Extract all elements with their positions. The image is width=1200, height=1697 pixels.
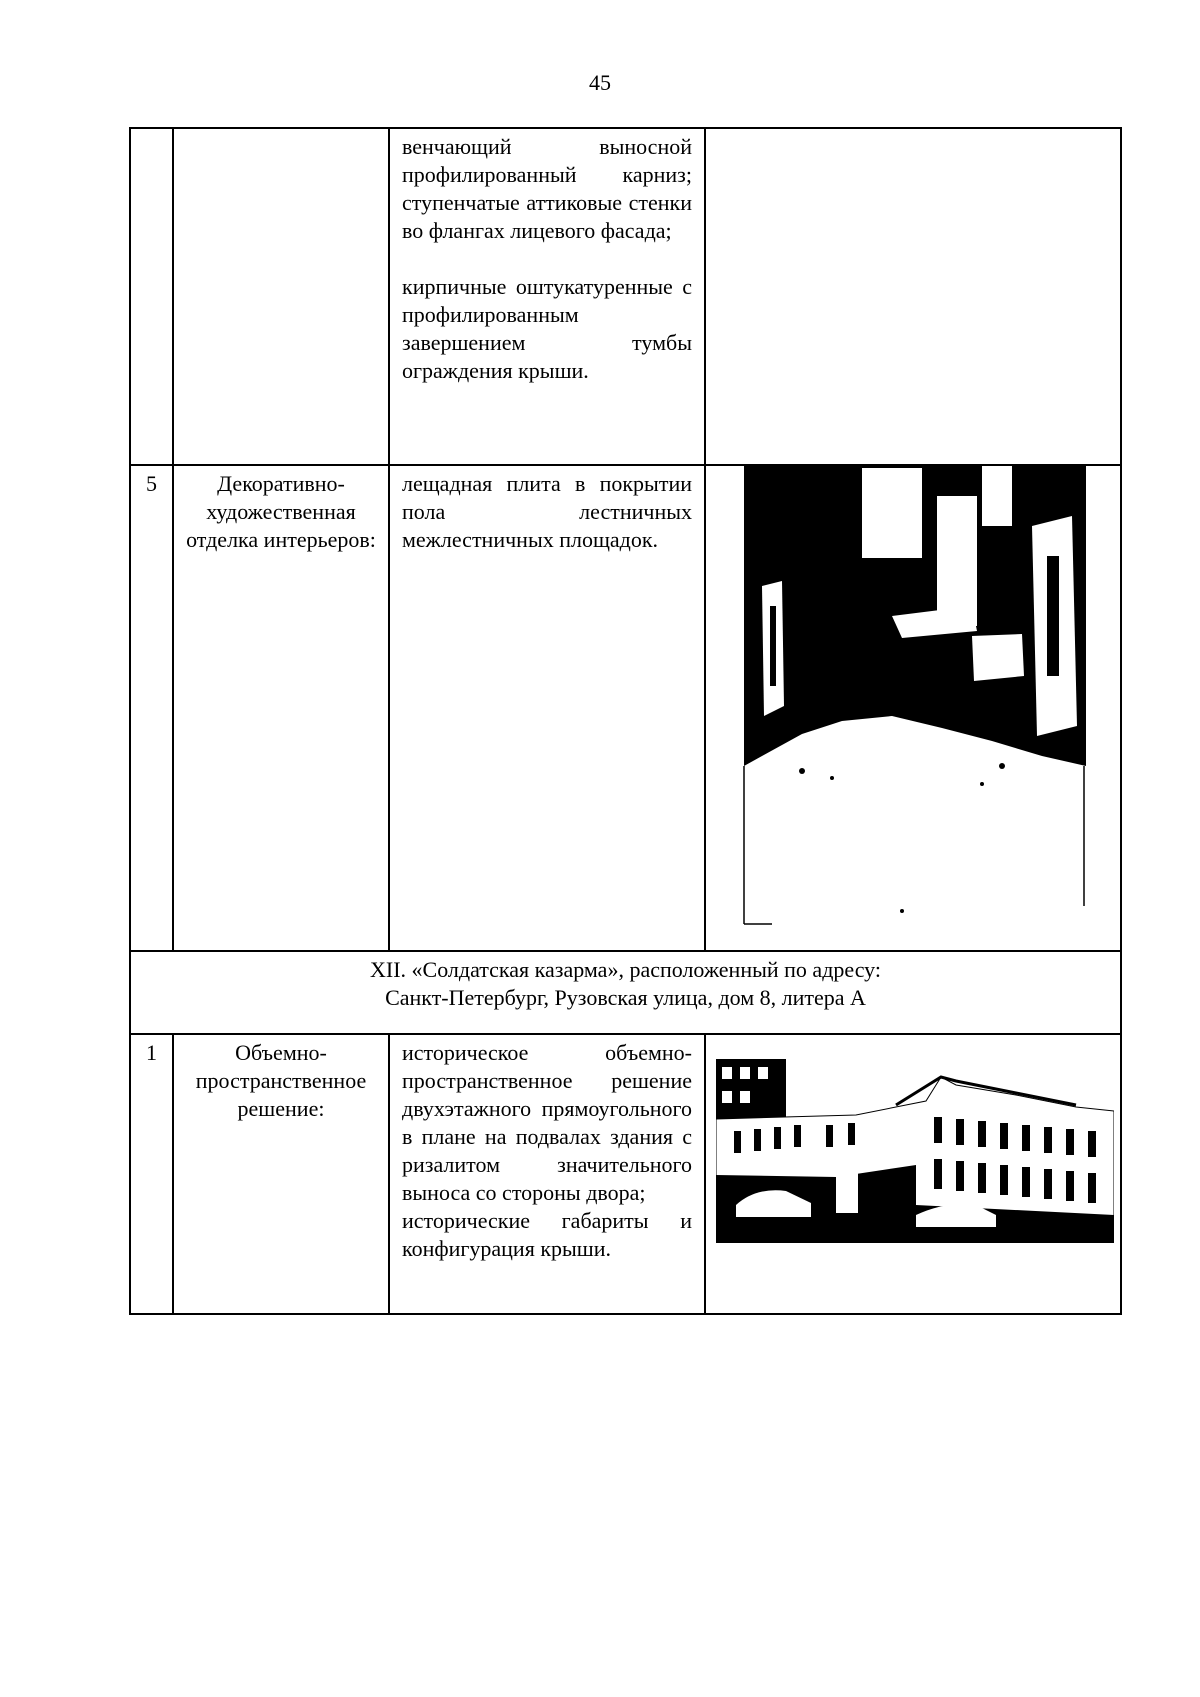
row-description-cell (389, 128, 705, 465)
section-address: Санкт-Петербург, Рузовская улица, дом 8, литера А (385, 985, 866, 1010)
row-description-cell (389, 1034, 705, 1314)
row-number-cell (130, 128, 173, 465)
section-header-row (130, 951, 1121, 1034)
row-name-cell: Объемно-пространственное решение: (173, 1034, 389, 1314)
description-paragraph: историческое объемно-пространственное решение двухэтажного прямоугольного в плане на подвалах здания с ризалитом значительного выноса со стороны двора; (402, 1040, 692, 1205)
row-number-cell: 1 (130, 1034, 173, 1314)
photo-cell (705, 1034, 1121, 1314)
row-name-cell (173, 128, 389, 465)
row-name-cell: Декоративно-художественная отделка интерьеров: (173, 465, 389, 951)
description-paragraph: кирпичные оштукатуренные с профилированным завершением тумбы ограждения крыши. (402, 274, 692, 383)
building-photo (716, 1055, 1114, 1243)
staircase-photo (742, 466, 1086, 926)
page-number: 45 (589, 70, 611, 95)
table-row-5 (130, 465, 1121, 951)
monuments-table (129, 127, 1122, 1315)
description-paragraph: исторические габариты и конфигурация крыши. (402, 1208, 692, 1261)
table-row-continuation (130, 128, 1121, 465)
section-title: XII. «Солдатская казарма», расположенный по адресу: (369, 957, 882, 982)
photo-cell (705, 465, 1121, 951)
photo-cell-empty (705, 128, 1121, 465)
row-number-cell: 5 (130, 465, 173, 951)
description-paragraph: венчающий выносной профилированный карниз; ступенчатые аттиковые стенки во флангах лицевого фасада; (402, 134, 692, 243)
row-description-cell: лещадная плита в покрытии пола лестничных межлестничных площадок. (389, 465, 705, 951)
table-row-1 (130, 1034, 1121, 1314)
section-header-cell (130, 951, 1121, 1034)
